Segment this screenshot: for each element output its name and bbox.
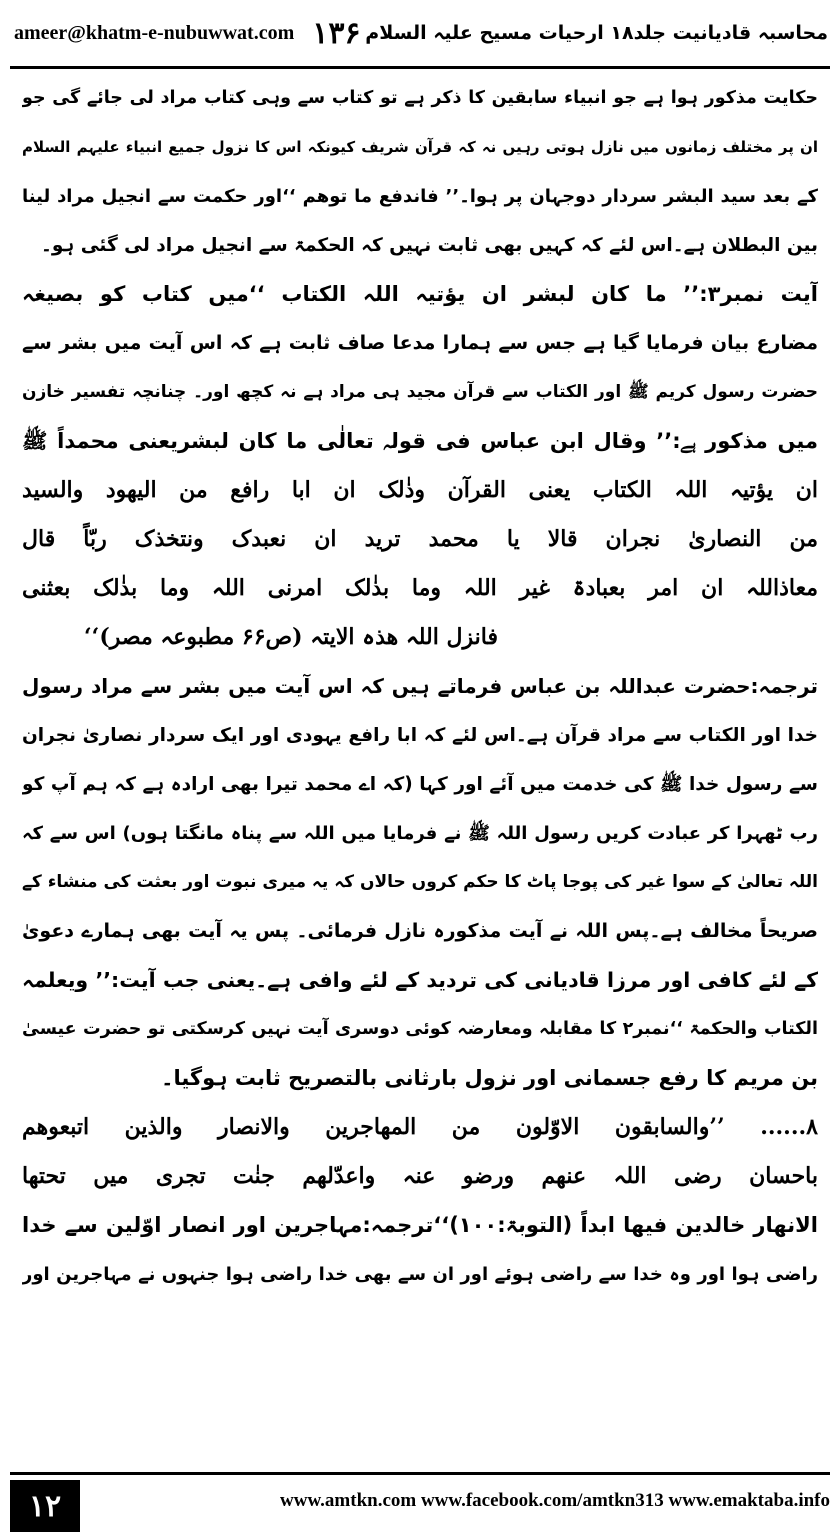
page-footer xyxy=(0,1472,840,1540)
text-line: آیت نمبر۳:’’ ما کان لبشر ان یؤتیہ اللہ الکتاب ‘‘میں کتاب کو بصیغہ xyxy=(22,282,818,306)
text-line: رب ٹھہرا کر عبادت کریں رسول اللہ ﷺ نے فرمایا میں اللہ سے پناہ مانگتا ہوں) اس سے کہ xyxy=(22,823,818,844)
text-line: کے بعد سید البشر سردار دوجہان پر ہوا۔’’ فاندفع ما توھم ‘‘اور حکمت سے انجیل مراد لینا xyxy=(22,186,818,207)
header-left xyxy=(14,16,361,51)
arabic-line: ان یؤتیہ اللہ الکتاب یعنی القرآن وذٰلک ان ابا رافع من الیھود والسید xyxy=(22,477,818,503)
header-page-number: ۱۳۶ xyxy=(312,15,361,51)
text-line: صریحاً مخالف ہے۔پس اللہ نے آیت مذکورہ نازل فرمائی۔ پس یہ آیت بھی ہمارے دعویٰ xyxy=(22,920,818,942)
text-line: کے لئے کافی اور مرزا قادیانی کی تردید کے لئے وافی ہے۔یعنی جب آیت:’’ ویعلمہ xyxy=(22,968,818,992)
footer-page-number: ۱۲ xyxy=(10,1480,80,1532)
text-line: مضارع بیان فرمایا گیا ہے جس سے ہمارا مدعا صاف ثابت ہے کہ اس آیت میں بشر سے xyxy=(22,332,818,354)
text-line: الکتاب والحکمۃ ‘‘نمبر۲ کا مقابلہ ومعارضہ کوئی دوسری آیت نہیں کرسکتی تو حضرت عیسیٰ xyxy=(22,1019,818,1039)
text-line: بین البطلان ہے۔اس لئے کہ کہیں بھی ثابت نہیں کہ الحکمۃ سے انجیل مراد لی گئی ہو۔ xyxy=(40,235,818,256)
arabic-line: معاذاللہ ان امر بعبادۃ غیر اللہ وما بذٰلک امرنی اللہ وما بذٰلک بعثنی xyxy=(22,575,818,601)
text-line: اللہ تعالیٰ کے سوا غیر کی پوجا پاٹ کا حکم کروں حالاں کہ یہ میری نبوت اور بعثت کی منشاء کے xyxy=(22,872,818,892)
text-line: ان پر مختلف زمانوں میں نازل ہوتی رہیں نہ کہ قرآن شریف کیونکہ اس کا نزول جمیع انبیاء علیہم السلام xyxy=(22,138,818,156)
header-rule xyxy=(10,66,830,69)
text-line: الانھار خالدین فیھا ابداً (التوبۃ:۱۰۰)‘‘ترجمہ:مہاجرین اور انصار اوّلین سے خدا xyxy=(22,1213,818,1237)
text-line: حضرت رسول کریم ﷺ اور الکتاب سے قرآن مجید ہی مراد ہے نہ کچھ اور۔ چنانچہ تفسیر خازن xyxy=(22,382,818,402)
arabic-line: باحسان رضی اللہ عنھم ورضو عنہ واعدّلھم جنٰت تجری میں تحتھا xyxy=(22,1163,818,1189)
text-line: میں مذکور ہے:’’ وقال ابن عباس فی قولہ تعالٰی ما کان لبشریعنی محمداً ﷺ xyxy=(22,429,818,453)
footer-links: www.amtkn.com www.facebook.com/amtkn313 www.emaktaba.info xyxy=(280,1490,830,1511)
page-header xyxy=(0,0,840,66)
page-body xyxy=(22,74,818,1454)
running-title: محاسبہ قادیانیت جلد۱۸ ارحیات مسیح علیہ السلام xyxy=(365,22,828,44)
text-line: بن مریم کا رفع جسمانی اور نزول بارثانی بالتصریح ثابت ہوگیا۔ xyxy=(161,1066,818,1090)
text-line: ترجمہ:حضرت عبداللہ بن عباس فرماتے ہیں کہ اس آیت میں بشر سے مراد رسول xyxy=(22,674,818,698)
arabic-line: فانزل اللہ ھذہ الایتہ (ص۶۶ مطبوعہ مصر)‘‘ xyxy=(84,624,498,650)
header-email: ameer@khatm-e-nubuwwat.com xyxy=(14,21,295,44)
footer-rule xyxy=(10,1472,830,1475)
text-line: حکایت مذکور ہوا ہے جو انبیاء سابقین کا ذکر ہے تو کتاب سے وہی کتاب مراد لی جائے گی جو xyxy=(22,88,818,108)
arabic-line: من النصاریٰ نجران قالا یا محمد ترید ان نعبدک ونتخذک ربّاً قال xyxy=(22,526,818,552)
text-line: خدا اور الکتاب سے مراد قرآن ہے۔اس لئے کہ ابا رافع یہودی اور ایک سردار نصاریٰ نجران xyxy=(22,725,818,746)
text-line: راضی ہوا اور وہ خدا سے راضی ہوئے اور ان سے بھی خدا راضی ہوا جنہوں نے مہاجرین اور xyxy=(22,1264,818,1285)
text-line: سے رسول خدا ﷺ کی خدمت میں آئے اور کہا (کہ اے محمد تیرا بھی ارادہ ہے کہ ہم آپ کو xyxy=(22,774,818,795)
arabic-line: ۸...... ’’والسابقون الاوّلون من المھاجرین والانصار والذین اتبعوھم xyxy=(22,1114,818,1140)
